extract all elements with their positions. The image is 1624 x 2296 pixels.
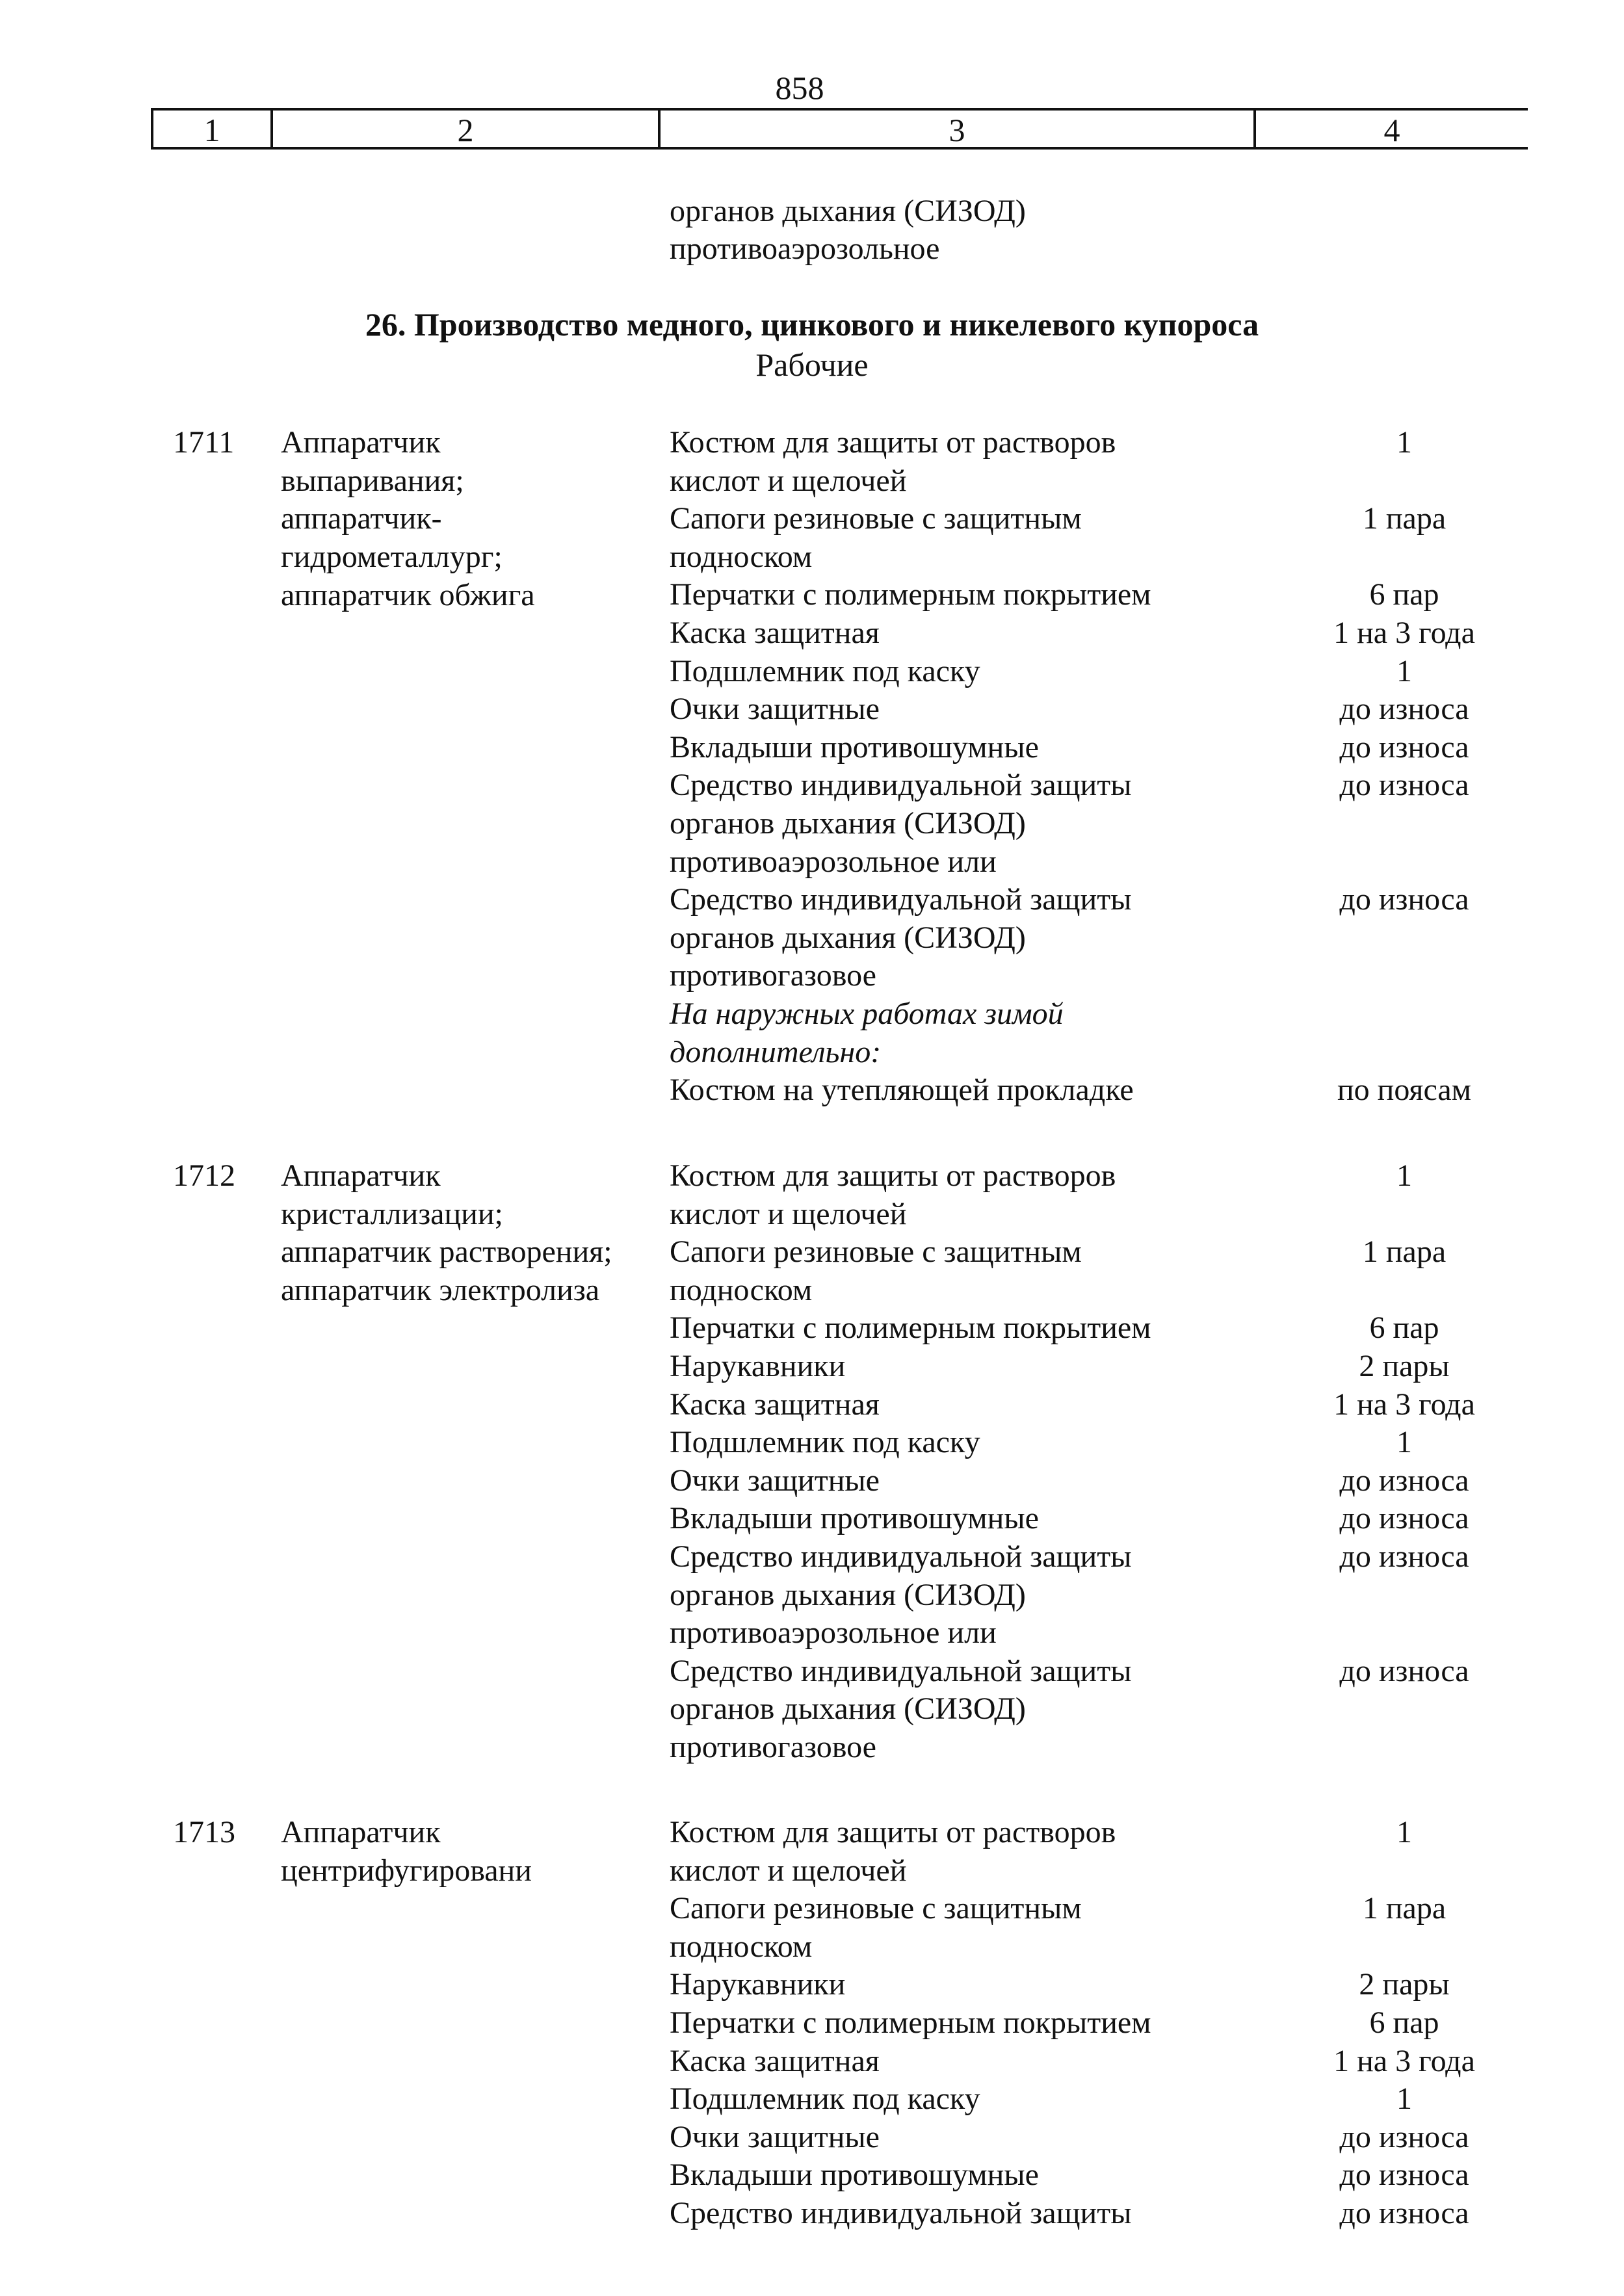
- profession-line: центрифугировани: [281, 1853, 532, 1888]
- equipment-line: Перчатки с полимерным покрытием: [670, 1311, 1151, 1346]
- equipment-line: Костюм на утепляющей прокладке: [670, 1073, 1134, 1108]
- equipment-line: Перчатки с полимерным покрытием: [670, 577, 1151, 612]
- norm-value: до износа: [1339, 729, 1469, 764]
- norm-value: до износа: [1339, 2196, 1469, 2230]
- equipment-line: Очки защитные: [670, 2119, 880, 2154]
- equipment-line: кислот и щелочей: [670, 1853, 907, 1888]
- equipment-line: Подшлемник под каску: [670, 2081, 980, 2117]
- norm-value: 1 пара: [1362, 1891, 1447, 1926]
- norm-value: 1: [1396, 1158, 1412, 1193]
- norm-value: 1 пара: [1362, 501, 1447, 536]
- equipment-line: Сапоги резиновые с защитным: [670, 501, 1082, 536]
- equipment-line: Костюм для защиты от растворов: [670, 425, 1116, 460]
- header-cell-4: 4: [1383, 112, 1400, 148]
- norm-value: до износа: [1339, 768, 1469, 803]
- equipment-line: Костюм для защиты от растворов: [670, 1158, 1116, 1193]
- equipment-line: кислот и щелочей: [670, 1196, 907, 1231]
- equipment-line: Вкладыши противошумные: [670, 2158, 1039, 2193]
- header-cell-2: 2: [273, 111, 661, 147]
- norm-value: до износа: [1339, 1539, 1469, 1574]
- equipment-line: Средство индивидуальной защиты: [670, 768, 1132, 803]
- equipment-line: Очки защитные: [670, 692, 880, 727]
- profession-line: Аппаратчик: [281, 425, 441, 460]
- continuation-line: противоаэрозольное: [670, 231, 940, 266]
- equipment-line: органов дыхания (СИЗОД): [670, 920, 1026, 955]
- entry-number: 1713: [173, 1815, 235, 1849]
- norm-value: до износа: [1339, 692, 1469, 727]
- norm-value: по поясам: [1337, 1073, 1472, 1108]
- profession-line: Аппаратчик: [281, 1158, 441, 1193]
- equipment-line: Подшлемник под каску: [670, 1425, 980, 1460]
- norm-value: до износа: [1339, 1463, 1469, 1498]
- equipment-line: противоаэрозольное или: [670, 844, 997, 879]
- norm-value: 1: [1396, 425, 1412, 460]
- equipment-line: органов дыхания (СИЗОД): [670, 1577, 1026, 1612]
- norm-value: 6 пар: [1369, 2005, 1439, 2040]
- norm-value: 1: [1396, 1815, 1412, 1849]
- norm-value: 1: [1396, 1425, 1412, 1460]
- norm-value: 2 пары: [1359, 1967, 1450, 2002]
- equipment-line: Средство индивидуальной защиты: [670, 1539, 1132, 1574]
- equipment-line: дополнительно:: [670, 1034, 882, 1069]
- norm-value: 1: [1396, 653, 1412, 688]
- equipment-line: Перчатки с полимерным покрытием: [670, 2005, 1151, 2040]
- equipment-line: Костюм для защиты от растворов: [670, 1815, 1116, 1849]
- equipment-line: противогазовое: [670, 958, 876, 993]
- equipment-line: Каска защитная: [670, 616, 880, 650]
- header-cell-3: 3: [661, 111, 1256, 147]
- equipment-line: Нарукавники: [670, 1967, 846, 2002]
- norm-value: 6 пар: [1369, 1311, 1439, 1346]
- profession-line: аппаратчик-: [281, 501, 442, 536]
- entry-number: 1711: [173, 425, 235, 460]
- equipment-line: Подшлемник под каску: [670, 653, 980, 688]
- norm-value: до износа: [1339, 1501, 1469, 1536]
- profession-line: гидрометаллург;: [281, 540, 503, 575]
- equipment-line: подноском: [670, 1272, 813, 1307]
- continuation-line: органов дыхания (СИЗОД): [670, 194, 1026, 228]
- norm-value: 6 пар: [1369, 577, 1439, 612]
- equipment-line: подноском: [670, 539, 813, 574]
- equipment-line: Очки защитные: [670, 1463, 880, 1498]
- profession-cell: [281, 1157, 612, 1310]
- norm-value: до износа: [1339, 2158, 1469, 2193]
- section-subtitle: Рабочие: [755, 346, 869, 383]
- profession-line: выпаривания;: [281, 463, 464, 498]
- norm-value: 1 на 3 года: [1333, 1387, 1475, 1422]
- equipment-line: Средство индивидуальной защиты: [670, 1653, 1132, 1688]
- norm-value: 1: [1396, 2081, 1412, 2117]
- equipment-line: Каска защитная: [670, 1387, 880, 1422]
- equipment-line: Нарукавники: [670, 1349, 846, 1383]
- equipment-line: противогазовое: [670, 1730, 876, 1764]
- profession-cell: [281, 424, 535, 615]
- profession-line: кристаллизации;: [281, 1196, 503, 1231]
- norm-value: до износа: [1339, 2119, 1469, 2154]
- equipment-line: На наружных работах зимой: [670, 997, 1064, 1031]
- equipment-line: Средство индивидуальной защиты: [670, 2196, 1132, 2230]
- header-cell-1: 1: [153, 111, 273, 147]
- equipment-line: органов дыхания (СИЗОД): [670, 806, 1026, 841]
- norm-value: 1 пара: [1362, 1234, 1447, 1270]
- profession-cell: [281, 1814, 532, 1890]
- entry-number: 1712: [173, 1158, 235, 1193]
- equipment-line: Каска защитная: [670, 2043, 880, 2078]
- table-header-row: [151, 108, 1528, 150]
- page-number: 858: [775, 70, 824, 106]
- equipment-line: кислот и щелочей: [670, 463, 907, 498]
- norm-value: до износа: [1339, 1653, 1469, 1688]
- profession-line: аппаратчик обжига: [281, 577, 535, 612]
- profession-line: Аппаратчик: [281, 1815, 441, 1849]
- profession-line: аппаратчик растворения;: [281, 1234, 612, 1270]
- equipment-line: подноском: [670, 1929, 813, 1964]
- equipment-line: Сапоги резиновые с защитным: [670, 1234, 1082, 1270]
- equipment-line: Вкладыши противошумные: [670, 1501, 1039, 1536]
- equipment-line: Сапоги резиновые с защитным: [670, 1891, 1082, 1926]
- norm-value: 2 пары: [1359, 1349, 1450, 1383]
- norm-value: 1 на 3 года: [1333, 2043, 1475, 2078]
- norm-value: до износа: [1339, 882, 1469, 917]
- equipment-line: органов дыхания (СИЗОД): [670, 1691, 1026, 1727]
- profession-line: аппаратчик электролиза: [281, 1273, 600, 1308]
- equipment-line: Средство индивидуальной защиты: [670, 882, 1132, 917]
- norm-value: 1 на 3 года: [1333, 616, 1475, 650]
- section-title: 26. Производство медного, цинкового и никелевого купороса: [365, 306, 1259, 343]
- equipment-line: противоаэрозольное или: [670, 1615, 997, 1650]
- equipment-line: Вкладыши противошумные: [670, 729, 1039, 764]
